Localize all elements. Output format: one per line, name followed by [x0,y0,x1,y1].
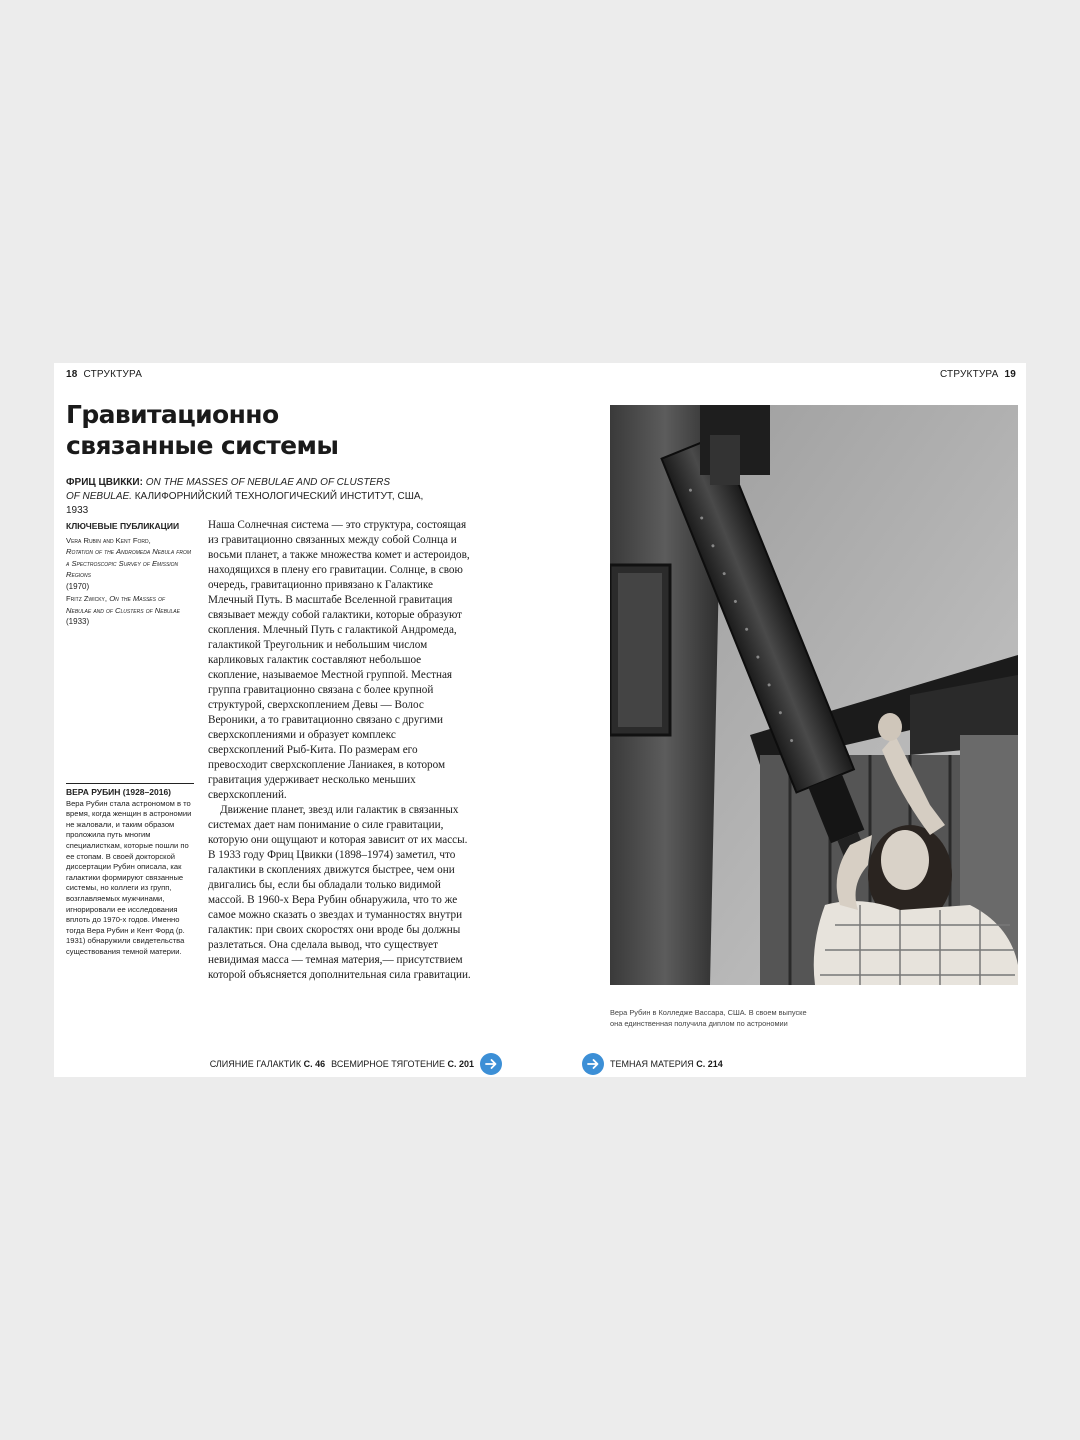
body-text [208,518,474,983]
telescope-photo-illustration [610,405,1018,985]
key-publications-title: КЛЮЧЕВЫЕ ПУБЛИКАЦИИ [66,521,180,531]
cross-ref-label: ТЕМНАЯ МАТЕРИЯ [610,1059,694,1069]
cross-ref-label: СЛИЯНИЕ ГАЛАКТИК [209,1059,302,1069]
section-label-right: СТРУКТУРА [939,369,999,380]
book-spread [54,363,1026,1077]
cross-ref-page: С. 214 [696,1059,723,1069]
publication-entry-1 [66,535,192,593]
publication-work: On the Masses of Nebulae and of Clusters of Nebulae [66,594,180,615]
body-paragraph-1: Наша Солнечная система — это структура, состоящая из гравитационно связанных между собой Солнца и восьми планет, а также множества комет и астероидов, находящихся в плену его гравитации. Солнце, в свою очередь, гравитационно привязано к Галактике Млечный Путь. В масштабе Вселенной гравитация связывает между собой галактики, которые образуют скопления. Млечный Путь с галактикой Андромеда, галактикой Треугольник и небольшим числом карликовых галактик составляют небольшое скопление, называемое Местной группой. Местная группа гравитационно связана с более крупной структурой, сверхскоплением Девы — Волос Вероники, а то гравитационно связано с другими сверхскоплениями и образует комплекс сверхскоплений Рыб-Кита. По размерам его превосходит сверхскопление Ланиакея, в котором гравитация удерживает несколько меньших сверхскоплений. [208,519,470,801]
body-paragraph-2: Движение планет, звезд или галактик в связанных системах дает нам понимание о силе гравитации, которую они ощущают и которая зависит от их массы. В 1933 году Фриц Цвикки (1898–1974) заметил, что галактики в скоплениях движутся быстрее, чем они двигались бы, если бы обладали только видимой массой. В 1960-х Вера Рубин обнаружила, что то же самое можно сказать о звездах и туманностях внутри галактик: при своих скоростях они вроде бы должны разлетаться. Она сделала вывод, что существует невидимая масса — темная материя,— присутствием которой объясняется дополнительная сила гравитации. [208,804,471,981]
publication-year: (1933) [66,617,90,626]
publication-year: (1970) [66,581,90,591]
cross-ref-page: С. 201 [447,1059,474,1069]
page-number-right: 19 [1004,369,1016,380]
bio-box [66,783,194,958]
cross-ref-gravitation[interactable] [331,1059,474,1069]
key-publications [66,521,192,629]
running-head-left [66,369,142,380]
publication-work: Rotation of the Andromeda Nebula from a Spectroscopic Survey of Emission Regions [66,547,192,579]
cross-ref-page: С. 46 [303,1059,326,1069]
publication-authors: Vera Rubin and Kent Ford, [66,535,151,545]
cross-references-right [582,1053,723,1075]
photo-caption: Вера Рубин в Колледже Вассара, США. В своем выпуске она единственная получила диплом по астрономии [610,1008,807,1028]
quote-attribution [66,476,426,518]
arrow-right-circle-icon[interactable] [582,1053,604,1075]
page-number-left: 18 [66,369,78,380]
cross-ref-label: ВСЕМИРНОЕ ТЯГОТЕНИЕ [331,1059,445,1069]
title-line-2: связанные системы [66,431,339,460]
cross-ref-dark-matter[interactable] [610,1059,723,1069]
attribution-work-line-1: ON THE MASSES OF NEBULAE AND OF CLUSTERS [145,477,391,488]
cross-references-left [210,1053,502,1075]
publication-entry-2 [66,593,192,628]
arrow-right-circle-icon[interactable] [480,1053,502,1075]
title-line-1: Гравитационно [66,400,279,429]
bio-title: ВЕРА РУБИН (1928–2016) [66,787,172,797]
publication-authors: Fritz Zwicky, [66,594,107,603]
bio-text: Вера Рубин стала астрономом в то время, когда женщин в астрономии не жаловали, и таким образом проложила путь многим специалисткам, которые пошли по ее стопам. В своей докторской диссертации Рубин описала, как галактики формируют связанные системы, но коллеги из групп, возглавляемых мужчинами, игнорировали ее исследования вплоть до 1970-х годов. Именно тогда Вера Рубин и Кент Форд (р. 1931) обнаружили свидетельства существования темной материи. [66,798,192,956]
attribution-affiliation: КАЛИФОРНИЙСКИЙ ТЕХНОЛОГИЧЕСКИЙ ИНСТИТУТ, США, 1933 [66,491,424,516]
telescope-photo [610,405,1018,985]
attribution-work-line-2: OF NEBULAE. [66,491,132,502]
attribution-author: ФРИЦ ЦВИККИ: [66,477,143,488]
section-label-left: СТРУКТУРА [83,369,143,380]
page-title [66,399,366,461]
cross-ref-galaxy-mergers[interactable] [210,1059,325,1069]
running-head-right [940,369,1016,380]
